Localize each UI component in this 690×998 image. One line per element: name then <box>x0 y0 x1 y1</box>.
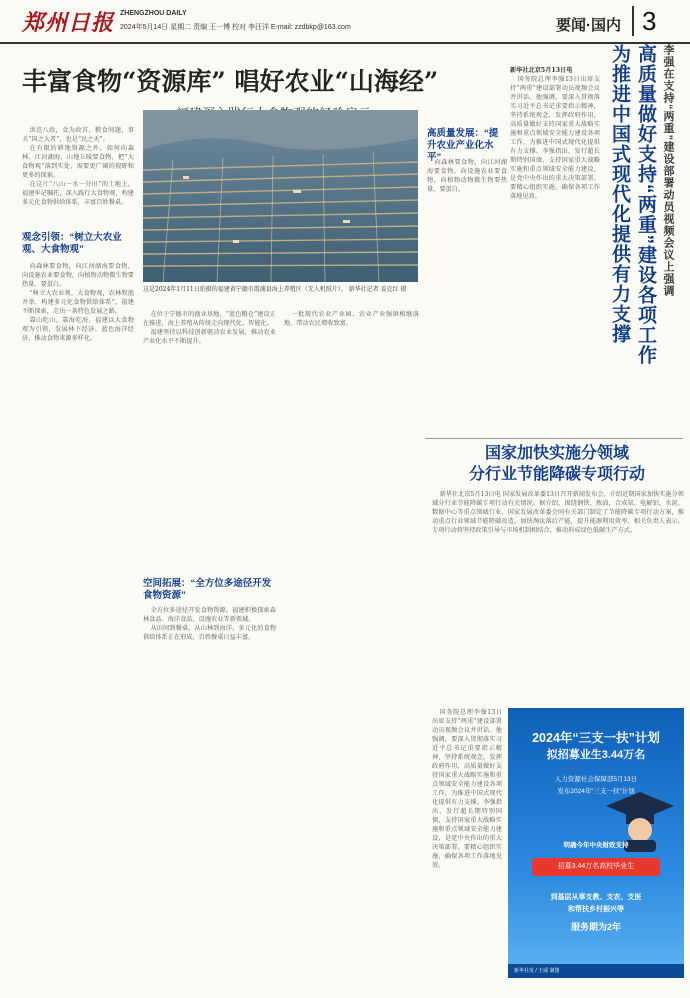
body-paragraph: 向森林要食物，向江河湖海要食物，向设施农业要食物，向植物动物微生物要热量、要蛋白。 <box>22 263 134 288</box>
column-3-body <box>284 310 419 982</box>
column-2-body <box>143 310 276 560</box>
right-lower-body <box>432 708 502 982</box>
photo-caption: 这是2024年1月11日拍摄的福建省宁德市霞浦县海上养殖区（无人机照片）。 新华社记者 姜克红 摄 <box>143 286 407 293</box>
body-paragraph: 国务院总理李强13日出席支持“两重”建设部署动员视频会议并讲话。他强调，要深入贯彻落实习近平总书记重要指示精神，坚持系统观念，发挥政府作用，高质量做好支持国家重大战略实施和重点领域安全能力建设各项工作，为推进中国式现代化提供有力支撑。李强指出，发行超长期特别国债，支持国家重大战略实施和重点领域安全能力建设，是党中央作出的重大决策部署。要精心组织实施，确保各项工作落地见效。 <box>432 709 502 869</box>
divider <box>425 438 683 439</box>
right-top-headline-2: 为推进中国式现代化提供有力支撑 <box>609 44 630 344</box>
body-paragraph: 国务院总理李强13日出席支持“两重”建设部署动员视频会议并讲话。他强调，要深入贯彻落实习近平总书记重要指示精神，坚持系统观念，发挥政府作用，高质量做好支持国家重大战略实施和重点领域安全能力建设各项工作，为推进中国式现代化提供有力支撑。李强指出，发行超长期特别国债，支持国家重大战略实施和重点领域安全能力建设，是党中央作出的重大决策部署。要精心组织实施，确保各项工作落地见效。 <box>510 76 600 200</box>
body-paragraph: “树立大农业观、大食物观，农林牧渔并举，构建多元化食物供给体系”，福建不断探索，走出一条特色发展之路。 <box>22 290 134 315</box>
right-top-kicker: 李强在支持“两重”建设部署动员视频会议上强调 <box>662 44 674 297</box>
infographic-highlight: 招募3.44万名高校毕业生 <box>532 858 660 876</box>
dateline: 新华社北京5月13日电 <box>510 67 573 74</box>
aquaculture-photo <box>143 110 418 282</box>
page-number: 3 <box>632 6 656 36</box>
section-3-body <box>143 606 276 982</box>
right-top-body <box>510 66 600 434</box>
infographic-title-1: 2024年“三支一扶”计划 <box>532 731 660 745</box>
main-headline: 丰富食物“资源库” 唱好农业“山海经” <box>22 67 439 96</box>
right-mid-headline <box>432 442 682 484</box>
masthead <box>0 0 690 44</box>
headline-line-1: 国家加快实施分领域 <box>484 443 629 462</box>
infographic-bottom-2: 和帮扶乡村振兴等 <box>568 906 624 913</box>
body-paragraph: 靠山吃山、靠海吃海。福建以大食物观为引领，发展林下经济、蓝色海洋经济，推动食物来源多样化。 <box>22 317 134 342</box>
body-paragraph: 全方位多途径开发食物资源，福建积极探索森林食品、海洋食品、设施农业等新领域。 <box>143 607 276 623</box>
infographic-bottom-3: 服务期为2年 <box>570 922 621 932</box>
intro-column <box>22 126 134 226</box>
intro-paragraph: 洪范八政，食为政首。粮食问题，事关“国之大者”，也是“民之天”。 <box>22 127 134 143</box>
intro-paragraph: 在有限的耕地资源之外，如何向森林、江河湖海、山地丘陵要食物，把“大食物观”落到实处，需要更广阔的视野和更多的探索。 <box>22 145 134 179</box>
intro-paragraph: 在这片“八山一水一分田”的土地上，福建牢记嘱托，深入践行大食物观，构建多元化食物供给体系，丰富百姓餐桌。 <box>22 181 134 206</box>
infographic-line-1: 人力资源社会保障部5月13日 <box>554 776 638 783</box>
body-paragraph: 向森林要食物，向江河湖海要食物，向设施农业要食物，向植物动物微生物要热量、要蛋白。 <box>427 159 507 193</box>
newspaper-logo: 郑州日报 <box>22 10 115 36</box>
right-mid-body <box>432 490 684 702</box>
body-paragraph: 一批现代农业产业园、农业产业强镇相继落地，带动农民增收致富。 <box>284 311 419 327</box>
section-kicker-3: 空间拓展：“全方位多途径开发食物资源” <box>143 578 272 601</box>
section-kicker-2: 高质量发展：“提升农业产业化水平” <box>427 128 499 163</box>
right-top-headline-1: 高质量做好支持“两重”建设各项工作 <box>635 44 656 365</box>
section-name: 要闻·国内 <box>556 17 621 34</box>
infographic-bottom-1: 到基层从事支教、支农、支医 <box>550 894 642 901</box>
section-kicker-1: 观念引领：“树立大农业观、大食物观” <box>22 232 122 255</box>
section-1-body <box>22 262 134 982</box>
infographic-title-2: 拟招募业生3.44万名 <box>546 749 646 761</box>
body-paragraph: 新华社北京5月13日电 国家发展改革委13日召开新闻发布会，介绍近期国家加快实施分领域分行业节能降碳专项行动有关情况。据介绍，围绕钢铁、炼油、合成氨、电解铝、水泥、数据中心等重点领域行业，国家发展改革委会同有关部门制定了节能降碳专项行动方案，推动重点行业领域节能降碳改造，加快淘汰落后产能，提升能源利用效率。相关负责人表示，专项行动将坚持政策引导与市场机制相结合，推动形成绿色低碳生产方式。 <box>432 491 684 534</box>
infographic-line-2: 发布2024年“三支一扶”计划 <box>557 788 635 795</box>
infographic <box>508 708 684 978</box>
body-paragraph: 在位于宁德市的渔业基地，“蓝色粮仓”建设正在推进，海上养殖从传统走向现代化、智能化。 <box>143 311 276 327</box>
date-line: 2024年5月14日 星期二 责编 王一博 校对 李汪洋 E-mail: zzdbkp@163.com <box>120 24 351 31</box>
body-paragraph: 福建坚持以科技创新驱动农业发展，推动农业产业化水平不断提升。 <box>143 329 276 345</box>
headline-line-2: 分行业节能降碳专项行动 <box>468 464 645 483</box>
infographic-line-3: 明确今年中央财政支持 <box>563 842 629 849</box>
logo-english: ZHENGZHOU DAILY <box>120 10 187 17</box>
body-paragraph: 从田间到餐桌，从山林到海洋，多元化的食物供给体系正在形成，百姓餐桌日益丰富。 <box>143 625 276 641</box>
column-4-body <box>427 158 507 428</box>
infographic-credit: 新华社发 / 王威 制图 <box>508 964 684 978</box>
